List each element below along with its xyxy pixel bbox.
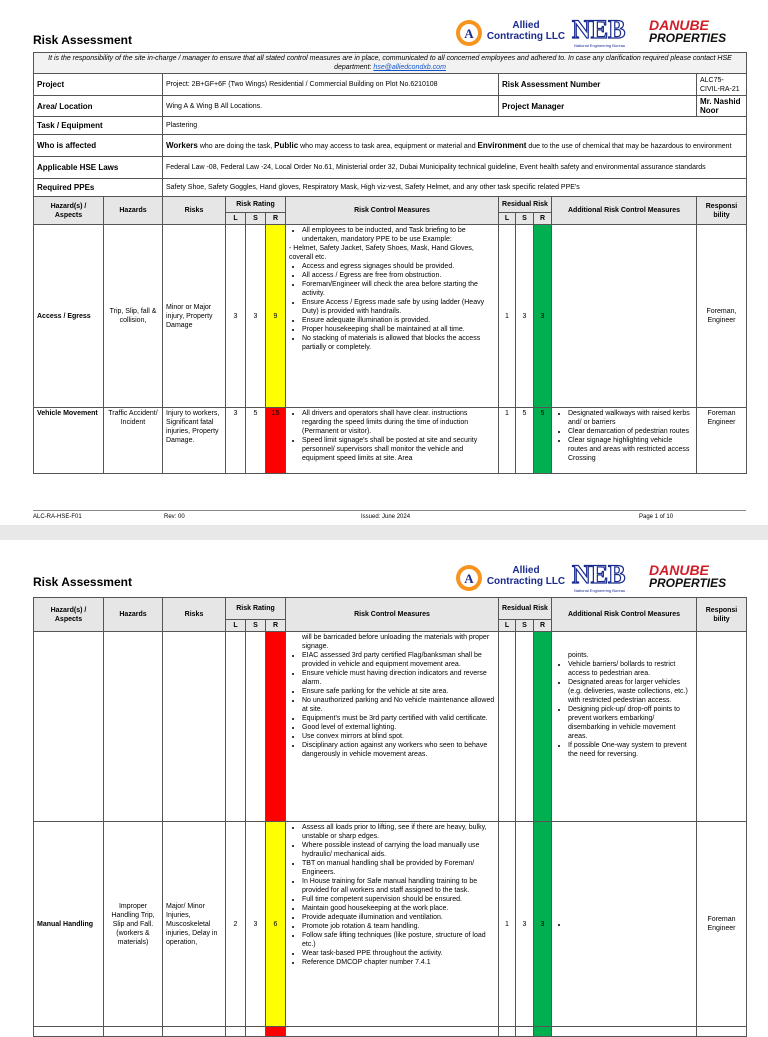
svg-text:NEB: NEB: [572, 15, 626, 44]
svg-text:National Engineering Bureau: National Engineering Bureau: [574, 43, 626, 48]
next-row-cell: [163, 1027, 226, 1037]
residual-r-access: 3: [534, 225, 552, 408]
table-header-row: [34, 598, 747, 620]
rating-r-vehicle-cont: [266, 632, 286, 822]
rating-s-access: 3: [246, 225, 266, 408]
residual-s-access: 3: [516, 225, 534, 408]
responsibility-banner: [34, 53, 747, 74]
affected-workers: Workers: [166, 140, 198, 150]
col-control: Risk Control Measures: [286, 197, 499, 225]
residual-l-vehicle-cont: [499, 632, 516, 822]
col-hazard-aspects: Hazard(s) / Aspects: [34, 598, 104, 632]
table-row: [34, 822, 747, 1027]
control-item: • All employees to be inducted, and Task briefing to be undertaken, mandatory PPE to be use Example:: [302, 226, 495, 244]
additional-vehicle: [552, 408, 697, 474]
control-item: - Helmet, Safety Jacket, Safety Shoes, Mask, Hand Gloves, coverall etc.: [289, 245, 474, 261]
control-item: • In House training for Safe manual handling training to be provided for all workers and staff assigned to the task.: [302, 877, 495, 895]
page-separator: [0, 525, 768, 540]
area-label: Area/ Location: [34, 96, 163, 117]
control-item: • TBT on manual handling shall be provided by Foreman/ Engineers.: [302, 859, 495, 877]
control-item: • Promote job rotation & team handling.: [302, 922, 495, 931]
page-footer: [33, 510, 746, 520]
allied-logo-icon: [455, 19, 483, 47]
rating-s-manual: 3: [246, 822, 266, 1027]
responsibility-vehicle-cont: [697, 632, 747, 822]
additional-item: • Designing pick-up/ drop-off points to prevent workers embarking/ disembarking in vehicle movement areas.: [568, 705, 693, 741]
pm-label: Project Manager: [499, 96, 697, 117]
info-row-affected: [34, 135, 747, 157]
next-row-cell: [226, 1027, 246, 1037]
page-title: Risk Assessment: [33, 575, 132, 589]
hazards-vehicle: Traffic Accident/ Incident: [104, 408, 163, 474]
control-item: • Ensure adequate illumination is provided.: [302, 316, 495, 325]
header-logos: [455, 558, 745, 594]
col-r: R: [266, 213, 286, 225]
control-continuation: will be barricaded before unloading the materials with proper signage.: [302, 634, 490, 650]
control-item: • Ensure safe parking for the vehicle at site area.: [302, 687, 495, 696]
aspect-vehicle-movement: Vehicle Movement: [34, 408, 104, 474]
col-residual-l: L: [499, 620, 516, 632]
footer-doc-code: ALC-RA-HSE-F01: [33, 514, 82, 520]
control-item: • Wear task-based PPE throughout the activity.: [302, 949, 495, 958]
danube-logo-line1: DANUBE: [649, 17, 709, 33]
control-item: • Use convex mirrors at blind spot.: [302, 732, 495, 741]
col-risk-rating: Risk Rating: [226, 197, 286, 213]
next-row-cell: [552, 1027, 697, 1037]
rating-s-vehicle-cont: [246, 632, 266, 822]
next-row-cell: [34, 1027, 104, 1037]
col-residual-l: L: [499, 213, 516, 225]
project-label: Project: [34, 74, 163, 96]
col-control: Risk Control Measures: [286, 598, 499, 632]
rating-r-vehicle: 15: [266, 408, 286, 474]
responsibility-manual: Foreman Engineer: [697, 822, 747, 1027]
next-row-cell: [246, 1027, 266, 1037]
pm-value: Mr. Nashid Noor: [697, 96, 747, 117]
residual-s-manual: 3: [516, 822, 534, 1027]
allied-logo-text: Allied Contracting LLC: [486, 565, 566, 587]
next-row-cell: [266, 1027, 286, 1037]
next-row-cell: [104, 1027, 163, 1037]
info-row-laws: [34, 157, 747, 179]
col-additional: Additional Risk Control Measures: [552, 197, 697, 225]
danube-logo-line2: PROPERTIES: [649, 576, 727, 590]
col-residual-r: R: [534, 213, 552, 225]
info-row-area: [34, 96, 747, 117]
affected-text-1: who are doing the task,: [197, 142, 275, 150]
svg-text:A: A: [464, 26, 474, 41]
next-row-cell: [499, 1027, 516, 1037]
rating-r-access: 9: [266, 225, 286, 408]
responsibility-access: Foreman, Engineer: [697, 225, 747, 408]
rating-l-vehicle-cont: [226, 632, 246, 822]
col-residual-s: S: [516, 213, 534, 225]
aspect-access-egress: Access / Egress: [34, 225, 104, 408]
additional-item: • Designated walkways with raised kerbs and/ or barriers: [568, 409, 693, 427]
control-item: • No unauthorized parking and No vehicle maintenance allowed at site.: [302, 696, 495, 714]
table-row: [34, 408, 747, 474]
col-responsibility: Responsi bility: [697, 197, 747, 225]
control-item: • Follow safe lifting techniques (like posture, structure of load etc.): [302, 931, 495, 949]
table-header-row: [34, 197, 747, 213]
col-hazards: Hazards: [104, 598, 163, 632]
responsibility-vehicle: Foreman Engineer: [697, 408, 747, 474]
risks-access: Minor or Major injury, Property Damage: [163, 225, 226, 408]
controls-manual: [286, 822, 499, 1027]
col-hazard-aspects: Hazard(s) / Aspects: [34, 197, 104, 225]
additional-item: • Clear demarcation of pedestrian routes: [568, 427, 693, 436]
risks-vehicle: Injury to workers, Significant fatal injuries, Property Damage.: [163, 408, 226, 474]
area-value: Wing A & Wing B All Locations.: [163, 96, 499, 117]
footer-rev: Rev: 00: [164, 514, 185, 520]
next-row-cell: [697, 1027, 747, 1037]
svg-text:NEB: NEB: [572, 560, 626, 589]
additional-item: • Designated areas for larger vehicles (e.g. deliveries, waste collections, etc.) with restricted pedestrian access.: [568, 678, 693, 705]
controls-vehicle: [286, 408, 499, 474]
rating-l-manual: 2: [226, 822, 246, 1027]
ra-number-value: ALC75-CIVIL-RA-21: [697, 74, 747, 96]
neb-logo-icon: [570, 13, 634, 49]
danube-logo: [649, 19, 726, 45]
control-item: • Reference DMCOP chapter number 7.4.1: [302, 958, 495, 967]
hse-email-link[interactable]: hse@alliedcondxb.com: [373, 64, 446, 71]
residual-r-vehicle-cont: [534, 632, 552, 822]
aspect-vehicle-cont: [34, 632, 104, 822]
additional-continuation: points.: [568, 652, 589, 659]
col-additional: Additional Risk Control Measures: [552, 598, 697, 632]
control-item: • Proper housekeeping shall be maintained at all time.: [302, 325, 495, 334]
danube-logo-line1: DANUBE: [649, 562, 709, 578]
col-s: S: [246, 213, 266, 225]
rating-l-access: 3: [226, 225, 246, 408]
additional-access: [552, 225, 697, 408]
col-risks: Risks: [163, 598, 226, 632]
affected-environment: Environment: [477, 140, 527, 150]
control-item: • Foreman/Engineer will check the area before starting the activity.: [302, 280, 495, 298]
additional-item-empty: [568, 920, 693, 929]
control-item: • Speed limit signage's shall be posted at site and security personnel/ supervisors shall monitor the vehicle and equipment speed limits at site. Area: [302, 436, 495, 463]
hazards-manual: Improper Handling Trip, Slip and Fall. (workers & materials): [104, 822, 163, 1027]
risk-assessment-table-page-2: [33, 597, 747, 1037]
ra-number-label: Risk Assessment Number: [499, 74, 697, 96]
table-row: [34, 632, 747, 822]
info-row-ppe: [34, 179, 747, 197]
risk-assessment-table-page-1: [33, 52, 747, 474]
control-item: • Ensure vehicle must having direction indicators and reverse alarm.: [302, 669, 495, 687]
document-page-2: [0, 540, 768, 1024]
residual-s-vehicle: 5: [516, 408, 534, 474]
header-logos: [455, 13, 745, 49]
col-s: S: [246, 620, 266, 632]
control-item: • Equipment's must be 3rd party certified with valid certificate.: [302, 714, 495, 723]
col-l: L: [226, 213, 246, 225]
additional-item: • Vehicle barriers/ bollards to restrict access to pedestrian area.: [568, 660, 693, 678]
table-row: [34, 225, 747, 408]
allied-logo-icon: [455, 564, 483, 592]
additional-vehicle-cont: [552, 632, 697, 822]
residual-l-vehicle: 1: [499, 408, 516, 474]
laws-label: Applicable HSE Laws: [34, 157, 163, 179]
hazards-access: Trip, Slip, fall & collision,: [104, 225, 163, 408]
info-row-task: [34, 117, 747, 135]
allied-logo-text: Allied Contracting LLC: [486, 20, 566, 42]
laws-value: Federal Law -08, Federal Law -24, Local Order No.61, Ministerial order 32, Dubai Municipality technical guideline, Event health safety and environmental assurance standards: [163, 157, 747, 179]
footer-page: Page 1 of 10: [639, 514, 674, 520]
col-residual-s: S: [516, 620, 534, 632]
control-item: • Disciplinary action against any workers who seen to behave dangerously in vehicle movement areas.: [302, 741, 495, 759]
col-hazards: Hazards: [104, 197, 163, 225]
rating-r-manual: 6: [266, 822, 286, 1027]
additional-manual: [552, 822, 697, 1027]
affected-text-3: due to the use of chemical that may be hazardous to environment: [526, 142, 732, 150]
residual-r-vehicle: 5: [534, 408, 552, 474]
task-label: Task / Equipment: [34, 117, 163, 135]
control-item: • Where possible instead of carrying the load manually use hydraulic/ mechanical aids.: [302, 841, 495, 859]
control-item: • All drivers and operators shall have clear. instructions regarding the speed limits during the time of induction (Permanent or visitor).: [302, 409, 495, 436]
risks-vehicle-cont: [163, 632, 226, 822]
col-l: L: [226, 620, 246, 632]
control-item: • Full time competent supervision should be ensured.: [302, 895, 495, 904]
rating-l-vehicle: 3: [226, 408, 246, 474]
control-item: • EIAC assessed 3rd party certified Flag/banksman shall be provided in vehicle and equipment movement area.: [302, 651, 495, 669]
danube-logo-line2: PROPERTIES: [649, 31, 727, 45]
danube-logo: [649, 564, 726, 590]
col-r: R: [266, 620, 286, 632]
banner-text: It is the responsibility of the site in-charge / manager to ensure that all stated control measures are in place, communicated to all concerned employees and adhered to. In case any clarification required please contact HSE department:: [48, 55, 732, 71]
control-item: • Access and egress signages should be provided.: [302, 262, 495, 271]
svg-text:A: A: [464, 571, 474, 586]
control-item: • Maintain good housekeeping at the work place.: [302, 904, 495, 913]
hazards-vehicle-cont: [104, 632, 163, 822]
col-risks: Risks: [163, 197, 226, 225]
risks-manual: Major/ Minor Injuries, Muscoskeletal injuries, Delay in operation,: [163, 822, 226, 1027]
control-item: • Ensure Access / Egress made safe by using ladder (Heavy Duty) is provided with handrails.: [302, 298, 495, 316]
affected-text-2: who may access to task area, equipment or material and: [298, 142, 478, 150]
svg-text:National Engineering Bureau: National Engineering Bureau: [574, 588, 626, 593]
table-row: [34, 1027, 747, 1037]
next-row-cell: [286, 1027, 499, 1037]
control-item: • All access / Egress are free from obstruction.: [302, 271, 495, 280]
page-title: Risk Assessment: [33, 33, 132, 47]
project-value: Project: 2B+GF+6F (Two Wings) Residential / Commercial Building on Plot No.6210108: [163, 74, 499, 96]
additional-item: • If possible One-way system to prevent the need for reversing.: [568, 741, 693, 759]
col-risk-rating: Risk Rating: [226, 598, 286, 620]
aspect-manual-handling: Manual Handling: [34, 822, 104, 1027]
col-residual-r: R: [534, 620, 552, 632]
task-value: Plastering: [163, 117, 747, 135]
residual-r-manual: 3: [534, 822, 552, 1027]
col-responsibility: Responsi bility: [697, 598, 747, 632]
residual-s-vehicle-cont: [516, 632, 534, 822]
control-item: • Good level of external lighting.: [302, 723, 495, 732]
residual-l-access: 1: [499, 225, 516, 408]
affected-value: [163, 135, 747, 157]
col-residual: Residual Risk: [499, 197, 552, 213]
next-row-cell: [534, 1027, 552, 1037]
controls-vehicle-cont: [286, 632, 499, 822]
affected-public: Public: [274, 140, 299, 150]
info-row-project: [34, 74, 747, 96]
controls-access: [286, 225, 499, 408]
ppe-label: Required PPEs: [34, 179, 163, 197]
col-residual: Residual Risk: [499, 598, 552, 620]
control-item: • Provide adequate illumination and ventilation.: [302, 913, 495, 922]
control-item: • Assess all loads prior to lifting, see if there are heavy, bulky, unstable or sharp edges.: [302, 823, 495, 841]
additional-item: • Clear signage highlighting vehicle routes and areas with restricted access Crossing: [568, 436, 693, 463]
ppe-value: Safety Shoe, Safety Goggles, Hand gloves, Respiratory Mask, High viz-vest, Safety Helmet, and any other task specific related PPE's: [163, 179, 747, 197]
residual-l-manual: 1: [499, 822, 516, 1027]
affected-label: Who is affected: [34, 135, 163, 157]
footer-issued: Issued: June 2024: [361, 514, 411, 520]
next-row-cell: [516, 1027, 534, 1037]
rating-s-vehicle: 5: [246, 408, 266, 474]
control-item: • No stacking of materials is allowed that blocks the access partially or completely.: [302, 334, 495, 352]
neb-logo-icon: [570, 558, 634, 594]
